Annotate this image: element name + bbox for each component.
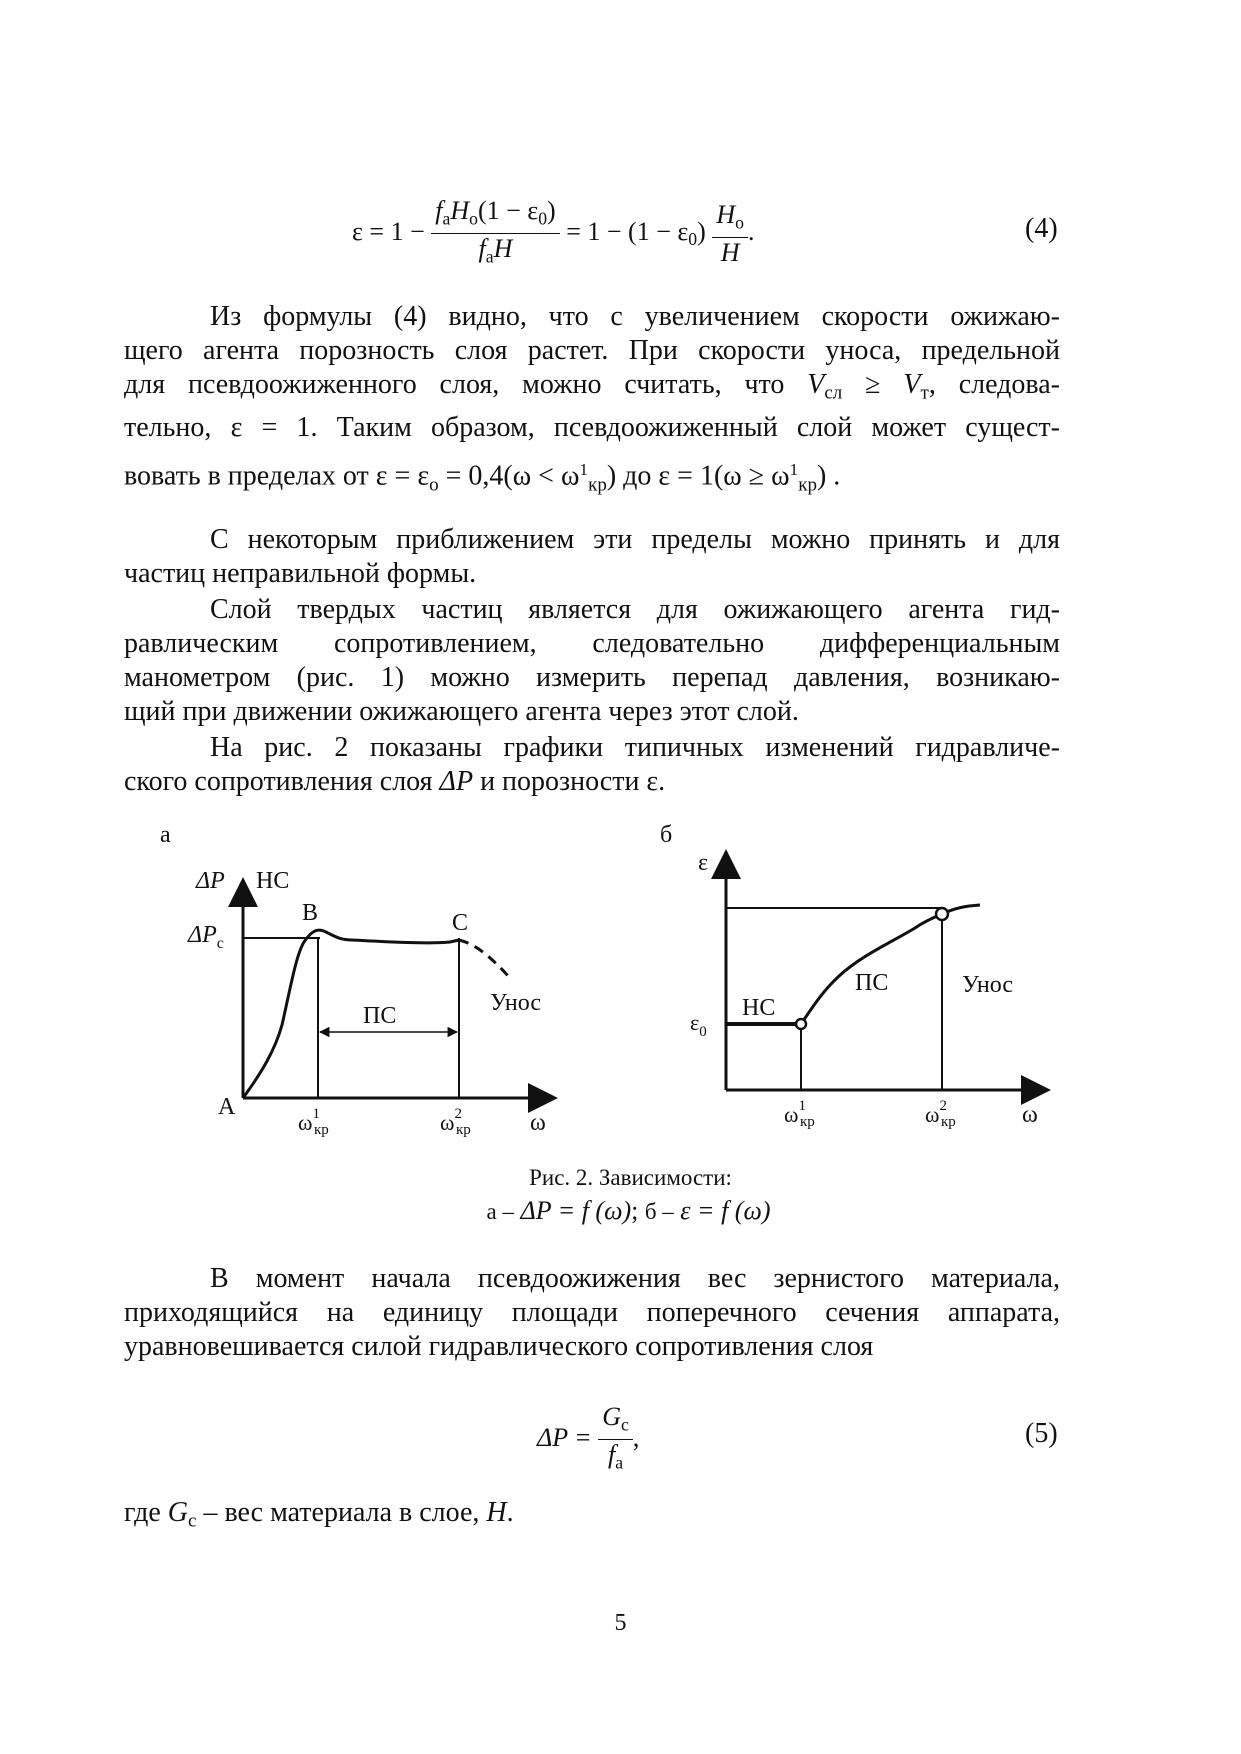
- paragraph-4-line-2: ского сопротивления слоя ΔP и порозности ε.: [124, 766, 666, 797]
- panel-a-x-label: ω: [530, 1110, 546, 1136]
- figure-2: [0, 820, 1241, 1150]
- panel-b-xtick-1: $\omega^1$ кр: [784, 1098, 815, 1130]
- paragraph-1: Из формулы (4) видно, что с увеличением скорости ожижаю- щего агента порозность слоя растет. При скорости уноса, предельной для псевдоожиженного слоя, можно считать, что $V_{сл} \ge V_т$, следова- тельно, ε = 1. Таким образом, псевдоожиженный слой может сущест- вовать в пределах от $\varepsilon = \varepsilon_о = 0,4(\omega < \omega^1_{кр})$ до $\varepsilon = 1(\omega \ge \omega^1_{кр})$ .: [124, 300, 1060, 502]
- paragraph-4: На рис. 2 показаны графики типичных изменений гидравличе- ского сопротивления слоя ΔP и порозности ε.: [124, 732, 1060, 797]
- panel-a-y-label: ΔP: [196, 868, 225, 894]
- eq4-fraction-1: $\frac{f_aH_о(1 - \varepsilon_0)}{f_aH}$: [431, 196, 559, 272]
- eq4-fraction-2: $\frac{H_о}{H}$: [712, 200, 748, 268]
- panel-a-point-a: A: [218, 1094, 236, 1120]
- panel-b-region-unos: Унос: [962, 972, 1013, 998]
- panel-a-xtick-2: $\omega^2$ кр: [440, 1106, 471, 1138]
- equation-4-number: (4): [1025, 213, 1058, 244]
- paragraph-5: В момент начала псевдоожижения вес зернистого материала, приходящийся на единицу площади поперечного сечения аппарата, уравновешивается силой гидравлического сопротивления слоя: [124, 1263, 1060, 1362]
- panel-a-ytick: $\Delta P_с$: [188, 922, 224, 952]
- panel-b-y-label: ε: [698, 850, 709, 876]
- panel-a-region-unos: Унос: [490, 990, 541, 1016]
- panel-b-curve: [801, 905, 980, 1024]
- panel-b-xtick-2: $\omega^2$ кр: [925, 1098, 956, 1130]
- panel-b-label: б: [660, 822, 673, 848]
- paragraph-3: Слой твердых частиц является для ожижающего агента гид- равлическим сопротивлением, следовательно дифференциальным манометром (рис. 1) можно измерить перепад давления, возникаю- щий при движении ожижающего агента через этот слой.: [124, 594, 1060, 727]
- chart-panel-b: [660, 822, 1048, 1130]
- panel-a-point-c: C: [452, 910, 469, 936]
- panel-b-region-ns: НС: [742, 995, 776, 1021]
- panel-a-curve: [243, 930, 459, 1098]
- paragraph-6: где $G_с$ – вес материала в слое, H.: [124, 1497, 514, 1532]
- panel-b-region-ps: ПС: [855, 970, 889, 996]
- chart-panel-a: [160, 822, 555, 1138]
- panel-b-ytick: $\varepsilon_0$: [690, 1010, 707, 1040]
- equation-5-number: (5): [1025, 1418, 1058, 1449]
- equation-5: ΔP = $\frac{G_с}{f_a}$ ,: [537, 1402, 639, 1478]
- panel-b-x-label: ω: [1022, 1102, 1038, 1128]
- panel-a-label: а: [160, 822, 171, 848]
- paragraph-1-line-5: вовать в пределах от $\varepsilon = \varepsilon_о = 0,4(\omega < \omega^1_{кр})$ до $\varepsilon = 1(\omega \ge \omega^1_{кр})$ .: [124, 459, 841, 495]
- paragraph-1-line-3: для псевдоожиженного слоя, можно считать, что $V_{сл} \ge V_т$, следова-: [124, 369, 1061, 404]
- panel-a-region-ns: НС: [256, 868, 290, 894]
- eq5-fraction: $\frac{G_с}{f_a}$: [598, 1402, 633, 1478]
- panel-a-unos-dashed: [459, 940, 510, 978]
- panel-a-xtick-1: $\omega^1$ кр: [298, 1106, 329, 1138]
- panel-a-region-ps: ПС: [363, 1003, 397, 1029]
- panel-b-marker-1: [796, 1019, 806, 1029]
- page-number: 5: [614, 1610, 627, 1636]
- figure-caption-line-2: а – ΔP = f (ω); б – ε = f (ω): [486, 1196, 771, 1225]
- panel-a-point-b: B: [302, 900, 319, 926]
- equation-4: ε = 1 − $\frac{f_aH_о(1 - \varepsilon_0)}{f_aH}$ = $1 - (1 - \varepsilon_0)$ $\frac{H_о}{H}$ .: [352, 196, 754, 272]
- panel-b-marker-2: [936, 908, 948, 920]
- paragraph-2: С некоторым приближением эти пределы можно принять и для частиц неправильной формы.: [124, 524, 1060, 589]
- figure-caption-line-1: Рис. 2. Зависимости:: [529, 1165, 732, 1190]
